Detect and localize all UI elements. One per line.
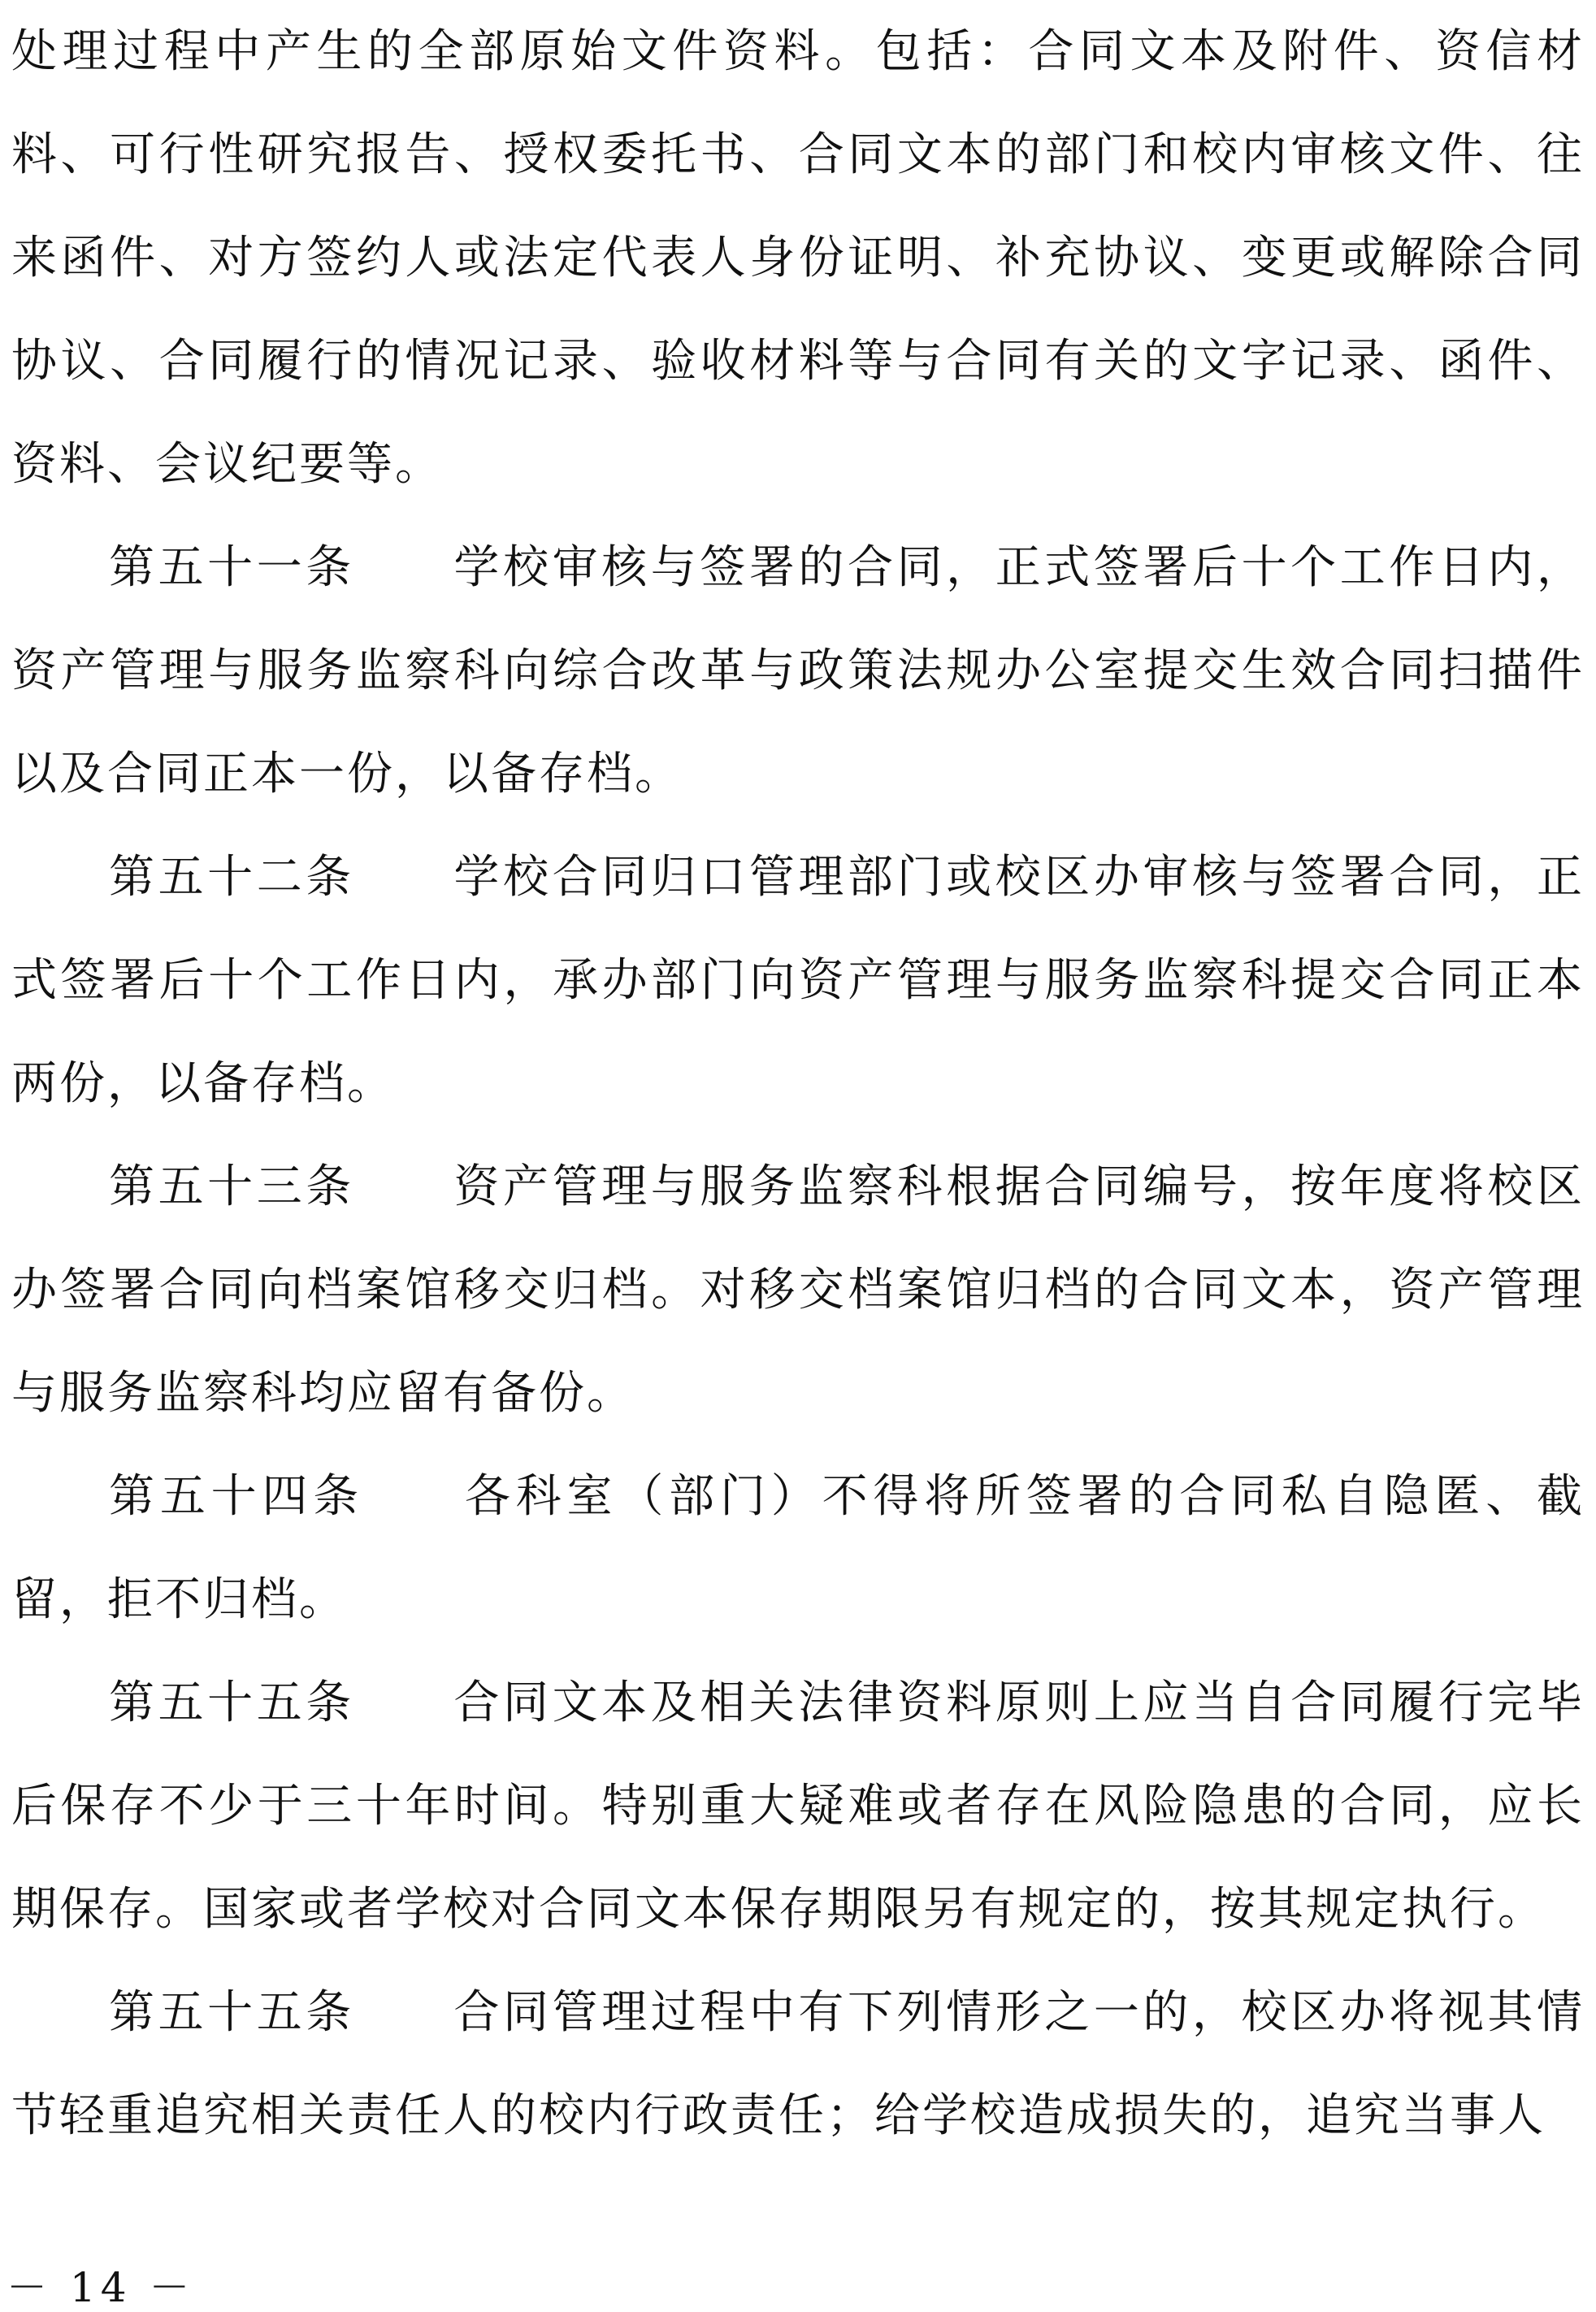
- article-text: 合同管理过程中有下列情形之一的，校区办将视其情节轻重追究相关责任人的校内行政责任；给学校造成损失的，追究当事人: [11, 1986, 1585, 2142]
- article-52: [11, 826, 1585, 1135]
- article-number: 第五十三条: [109, 1160, 355, 1213]
- article-54: [11, 1445, 1585, 1651]
- article-number: 第五十二条: [109, 851, 355, 904]
- article-text: 各科室（部门）不得将所签署的合同私自隐匿、截留，拒不归档。: [11, 1470, 1585, 1626]
- article-number: 第五十四条: [109, 1470, 365, 1523]
- article-53: [11, 1135, 1585, 1445]
- article-text: 合同文本及相关法律资料原则上应当自合同履行完毕后保存不少于三十年时间。特别重大疑难或者存在风险隐患的合同，应长期保存。国家或者学校对合同文本保存期限另有规定的，按其规定执行。: [11, 1677, 1585, 1936]
- paragraph-continuation: [11, 0, 1585, 516]
- article-text: 学校合同归口管理部门或校区办审核与签署合同，正式签署后十个工作日内，承办部门向资产管理与服务监察科提交合同正本两份，以备存档。: [11, 851, 1585, 1110]
- article-text: 学校审核与签署的合同，正式签署后十个工作日内，资产管理与服务监察科向综合改革与政策法规办公室提交生效合同扫描件以及合同正本一份，以备存档。: [11, 541, 1585, 800]
- article-number: 第五十一条: [109, 541, 355, 594]
- document-body: [11, 0, 1585, 2167]
- article-number: 第五十五条: [109, 1677, 355, 1729]
- page-number: － 14 －: [7, 2264, 195, 2311]
- article-text: 资产管理与服务监察科根据合同编号，按年度将校区办签署合同向档案馆移交归档。对移交档案馆归档的合同文本，资产管理与服务监察科均应留有备份。: [11, 1160, 1585, 1420]
- article-55: [11, 1651, 1585, 1961]
- article-55-second: [11, 1961, 1585, 2167]
- article-51: [11, 516, 1585, 826]
- article-number: 第五十五条: [109, 1986, 355, 2039]
- paragraph-text: 处理过程中产生的全部原始文件资料。包括：合同文本及附件、资信材料、可行性研究报告、授权委托书、合同文本的部门和校内审核文件、往来函件、对方签约人或法定代表人身份证明、补充协议、变更或解除合同协议、合同履行的情况记录、验收材料等与合同有关的文字记录、函件、资料、会议纪要等。: [11, 25, 1585, 491]
